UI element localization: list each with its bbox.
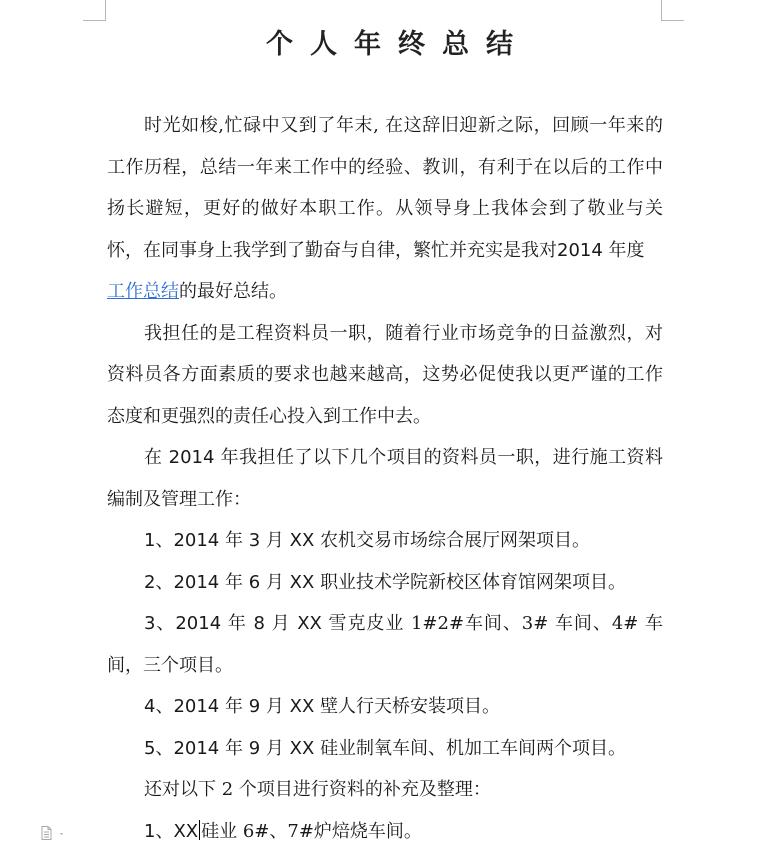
document-title: 个人年终总结 [0,22,779,61]
list-item-project-4: 4、2014 年 9 月 XX 壁人行天桥安装项目。 [107,686,663,728]
paragraph-role: 我担任的是工程资料员一职，随着行业市场竞争的日益激烈，对资料员各方面素质的要求也越来越高，这势必促使我以更严谨的工作态度和更强烈的责任心投入到工作中去。 [107,313,663,438]
work-summary-link[interactable]: 工作总结 [107,281,179,302]
paragraph-projects-intro: 在 2014 年我担任了以下几个项目的资料员一职，进行施工资料编制及管理工作： [107,437,663,520]
document-body[interactable] [107,105,663,852]
list-item-supplement-1: 1、XX 硅业 6#、7#炉焙烧车间。 [107,811,663,852]
list-item-project-3: 3、2014 年 8 月 XX 雪克皮业 1#2#车间、3# 车间、4# 车间，三个项目。 [107,603,663,686]
list-item-project-1: 1、2014 年 3 月 XX 农机交易市场综合展厅网架项目。 [107,520,663,562]
page-corner-mark-right [661,0,684,21]
page-corner-mark-left [83,0,106,21]
document-menu-icon[interactable] [41,826,67,840]
paragraph-supplement: 还对以下 2 个项目进行资料的补充及整理： [107,769,663,811]
list-item-project-2: 2、2014 年 6 月 XX 职业技术学院新校区体育馆网架项目。 [107,562,663,604]
text-cursor [199,820,200,840]
list-item-project-5: 5、2014 年 9 月 XX 硅业制氧车间、机加工车间两个项目。 [107,728,663,770]
paragraph-intro: 时光如梭,忙碌中又到了年末, 在这辞旧迎新之际，回顾一年来的工作历程，总结一年来工作中的经验、教训，有利于在以后的工作中扬长避短，更好的做好本职工作。从领导身上我体会到了敬业与关怀，在同事身上我学到了勤奋与自律，繁忙并充实是我对2014 年度 工作总结的最好总结。 [107,105,663,313]
